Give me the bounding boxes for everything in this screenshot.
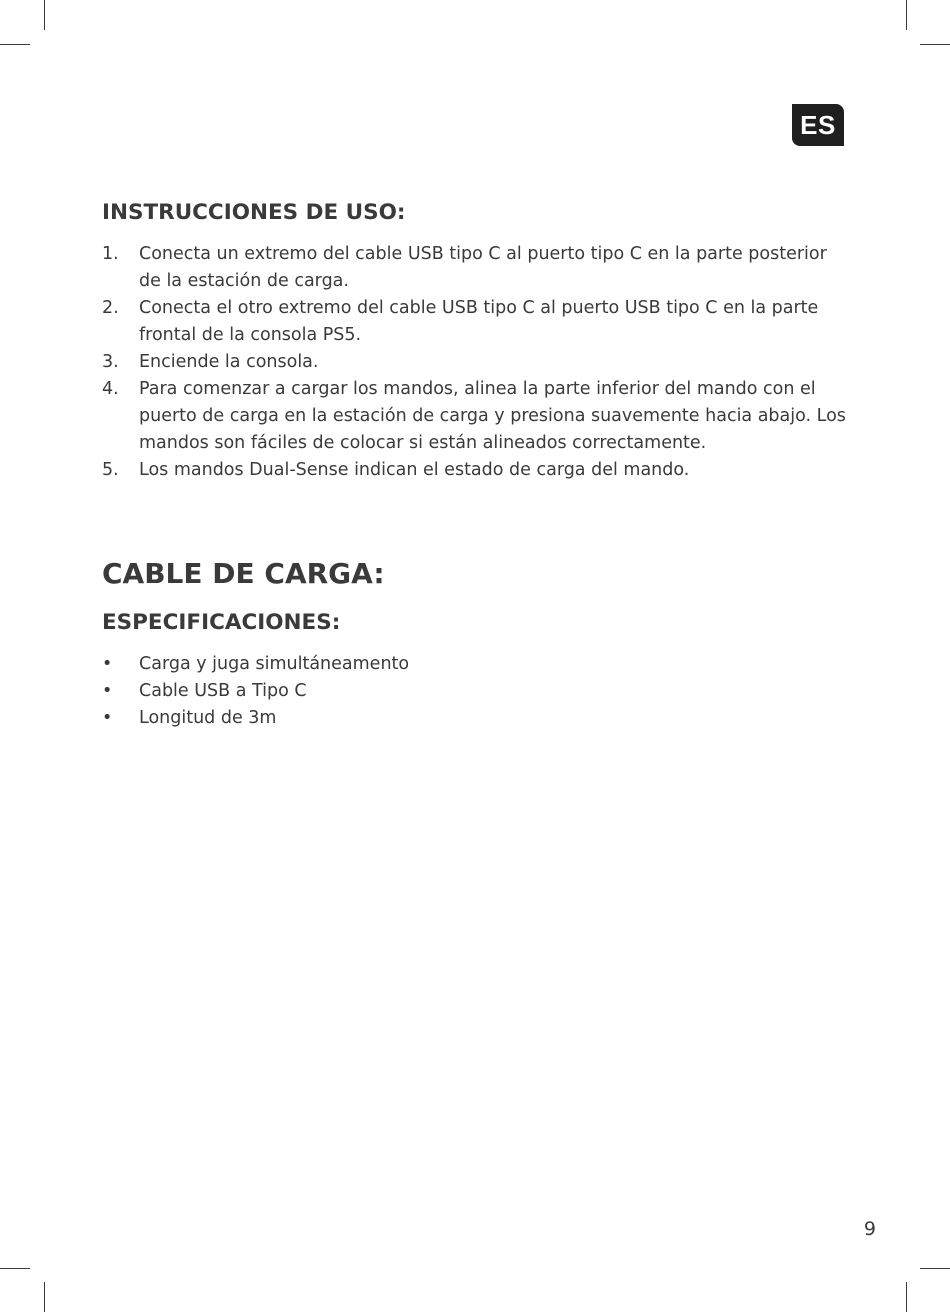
- step-text: Conecta un extremo del cable USB tipo C al puerto tipo C en la parte posterior de la estación de carga.: [139, 244, 827, 291]
- step-number: 4.: [102, 379, 119, 399]
- page-number: 9: [863, 1218, 876, 1240]
- step-text: Para comenzar a cargar los mandos, alinea la parte inferior del mando con el puerto de carga en la estación de carga y presiona suavemente hacia abajo. Los mandos son fáciles de colocar si están alineados correctamente.: [139, 379, 846, 453]
- bullet: •: [102, 708, 113, 728]
- crop-mark: [906, 1282, 907, 1312]
- list-item: [102, 376, 852, 457]
- spec-text: Carga y juga simultáneamento: [139, 654, 410, 674]
- spec-text: Longitud de 3m: [139, 708, 277, 728]
- crop-mark: [920, 1268, 950, 1269]
- step-number: 3.: [102, 352, 119, 372]
- specs-list: [102, 651, 852, 732]
- step-number: 1.: [102, 244, 119, 264]
- cable-heading: CABLE DE CARGA:: [102, 557, 385, 590]
- crop-mark: [44, 0, 45, 30]
- list-item: [102, 241, 852, 295]
- step-text: Los mandos Dual-Sense indican el estado de carga del mando.: [139, 460, 690, 480]
- crop-mark: [0, 44, 30, 45]
- step-text: Enciende la consola.: [139, 352, 319, 372]
- step-text: Conecta el otro extremo del cable USB tipo C al puerto USB tipo C en la parte frontal de la consola PS5.: [139, 298, 819, 345]
- crop-mark: [0, 1268, 30, 1269]
- specs-heading: ESPECIFICACIONES:: [102, 610, 341, 635]
- crop-mark: [906, 0, 907, 30]
- language-badge: ES: [792, 104, 844, 146]
- spec-text: Cable USB a Tipo C: [139, 681, 307, 701]
- list-item: [102, 295, 852, 349]
- list-item: [102, 651, 852, 678]
- step-number: 2.: [102, 298, 119, 318]
- bullet: •: [102, 654, 113, 674]
- crop-mark: [44, 1282, 45, 1312]
- crop-mark: [920, 44, 950, 45]
- instructions-list: [102, 241, 852, 484]
- step-number: 5.: [102, 460, 119, 480]
- instructions-heading: INSTRUCCIONES DE USO:: [102, 200, 406, 225]
- page-content: [102, 196, 852, 732]
- bullet: •: [102, 681, 113, 701]
- list-item: [102, 349, 852, 376]
- list-item: [102, 678, 852, 705]
- list-item: [102, 705, 852, 732]
- list-item: [102, 457, 852, 484]
